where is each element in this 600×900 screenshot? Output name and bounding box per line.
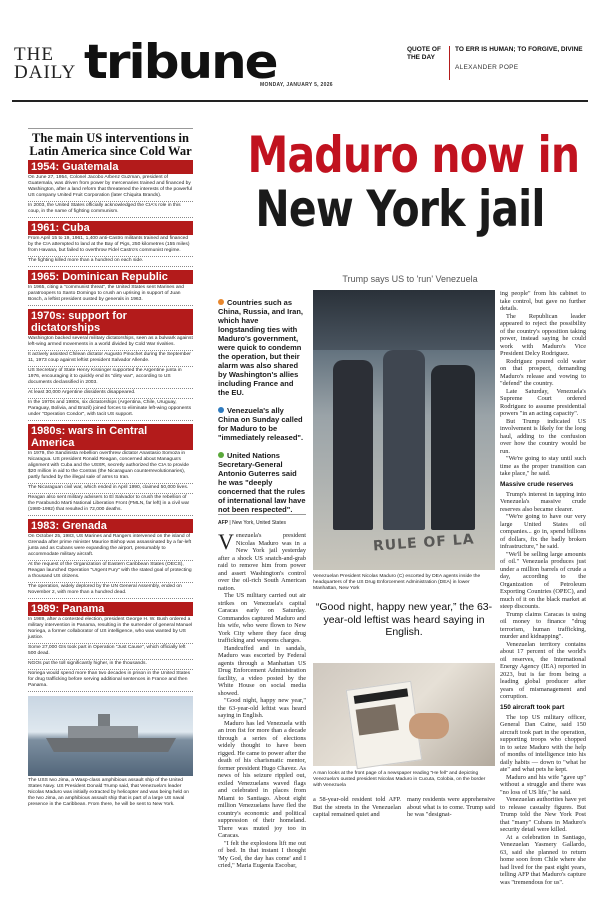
photo-wall-shape (313, 290, 495, 350)
era-paragraph: At least 30,000 Argentine dissidents disappeared. (28, 389, 193, 399)
quote-text: TO ERR IS HUMAN; TO FORGIVE, DIVINE (455, 46, 583, 53)
newspaper-reader-photo (313, 663, 495, 766)
era-paragraph: The operation, widely deplored by the UN General Assembly, ended on November 2, with more than a hundred dead. (28, 583, 193, 599)
article-paragraph: Handcuffed and in sandals, Maduro was escorted by Federal agents through a Manhattan US Drug Enforcement Administration facility, a video posted by the White House on social media showed. (218, 644, 306, 697)
era-heading: 1989: Panama (28, 602, 193, 616)
key-points (218, 298, 306, 523)
uss-iwo-jima-photo (28, 696, 193, 776)
key-point (218, 406, 306, 442)
agent-figure-left (333, 360, 373, 530)
main-photo-caption: Venezuelan President Nicolas Maduro (C) escorted by DEA agents inside the headquarters of the US Drug Enforcement Administration (DEA) in lower Manhattan, New York (313, 574, 481, 591)
article-paragraph: Rodriguez poured cold water on that prospect, demanding Maduro's release and vowing to "defend" the country. (500, 357, 586, 387)
article-column-2a (313, 796, 401, 886)
dateline-agency: AFP (218, 520, 228, 526)
article-paragraph: "We'll be selling large amounts of oil." Venezuela produces just under a million barrels of crude a day, according to the Organization of Petroleum Exporting Countries (OPEC), and much of it on the black market at steep discounts. (500, 550, 586, 610)
era-paragraph: In 1989, after a contested election, president George H. W. Bush ordered a military intervention in Panama, resulting in the surrender of general Manuel Noriega, a former collaborator of US intelligence, who was wanted by US justice. (28, 616, 193, 644)
era-paragraph: In 1979, the Sandinista rebellion overthrew dictator Anastasio Somoza in Nicaragua. US president Ronald Reagan, concerned about Managua's alignment with Cuba and the USSR, secretly authorized the CIA to provide $20 million in aid to the Contras (the Nicaraguan counterrevolutionaries), partly funded by the illegal sale of arms to Iran. (28, 450, 193, 484)
photo2-caption: A man looks at the front page of a newspaper reading "He fell" and depicting Venezuela's ousted president Nicolas Maduro in Cucuta, Colobia, on the border with Venezuela (313, 771, 486, 788)
article-paragraph: "I felt the explosions lift me out of bed. In that instant I thought 'My God, the day has come' and I cried," Maria Eugenia Escobar, (218, 839, 306, 869)
masthead-rule (12, 100, 588, 102)
article-paragraph (218, 529, 306, 592)
article-column-3 (500, 290, 586, 886)
era-paragraph: Reagan also sent military advisers to El Salvador to crush the rebellion of the Farabundo Marti National Liberation Front (FMLN, far left) in a civil war (1980-1992) that resulted in 72,000 deaths. (28, 494, 193, 516)
era-paragraph: Noriega would spend more than two decades in prison in the United States for drug trafficking before serving additional sentences in France and then Panama. (28, 670, 193, 692)
section-heading: 150 aircraft took part (500, 703, 565, 711)
masthead-title: tribune (84, 34, 277, 90)
masthead (12, 36, 592, 96)
era-heading: 1954: Guatemala (28, 160, 193, 174)
era-paragraph: The Nicaraguan civil war, which ended in April 1990, claimed 50,000 lives. (28, 484, 193, 494)
article-paragraph: Late Saturday, Venezuela's Supreme Court ordered Rodriguez to assume presidential powers "in an acting capacity". (500, 387, 586, 417)
ship-deck-shape (68, 726, 138, 739)
agent-figure-right (431, 365, 475, 530)
era-paragraph: It actively assisted Chilean dictator Augusto Pinochet during the September 11, 1973 coup against leftist president Salvador Allende. (28, 351, 193, 367)
era-heading: 1980s: wars in Central America (28, 424, 193, 450)
byline-rule (218, 514, 306, 515)
key-point-text: United Nations Secretary-General Antonio Guterres said he was "deeply concerned that the rules of international law have not been respected". (218, 451, 306, 514)
quote-of-the-day (407, 46, 599, 80)
maduro-figure (383, 350, 425, 530)
sidebar-title: The main US interventions in Latin America since Cold War (29, 131, 192, 158)
article-column-2b (407, 796, 495, 886)
dateline (218, 520, 286, 526)
issue-date: MONDAY, JANUARY 5, 2026 (260, 82, 333, 88)
era-paragraph: In 1965, citing a "communist threat", the United States sent Marines and paratroopers to Santo Domingo to crush an uprising in support of Juan Bosch, a leftist president ousted by generals in 1963. (28, 284, 193, 306)
article-paragraph: The US military carried out air strikes on Venezuela's capital Caracas early on Saturday. Commandos captured Maduro and his wife, who were flown to New York City where they face drug trafficking and weapons charges. (218, 592, 306, 644)
key-point (218, 451, 306, 514)
era-paragraph: In 2003, the United States officially acknowledged the CIA's role in this coup, in the name of fighting communism. (28, 202, 193, 218)
drop-cap: V (218, 529, 234, 554)
article-paragraph: a 58-year-old resident told AFP. But the streets in the Venezuelan capital remained quiet and (313, 796, 401, 818)
era-heading: 1965: Dominican Republic (28, 270, 193, 284)
masthead-the: THE (14, 44, 54, 65)
article-paragraph: Venezuelan authorities have yet to release casualty figures. But Trump told the New York Post that "many" Cubans in Maduro's security detail were killed. (500, 796, 586, 833)
era-paragraph: The fighting killed more than a hundred on each side. (28, 257, 193, 267)
quote-divider (449, 46, 450, 80)
era-paragraph: Washington backed several military dictatorships, seen as a bulwark against left-wing armed movements in a world divided by Cold War rivalries. (28, 335, 193, 351)
article-paragraph: The top US military officer, General Dan Caine, said 150 aircraft took part in the operation, supporting troops who chopped in to seize Maduro with the help of months of intelligence into his daily habits — down to "what he ate" and what pets he kept. (500, 713, 586, 773)
interventions-sidebar (28, 128, 193, 863)
article-paragraph: ing people" from his cabinet to take control, but gave no further details. (500, 290, 586, 312)
key-point-text: Venezuela's ally China on Sunday called for Maduro to be "immediately released". (218, 406, 304, 442)
article-paragraph: Venezuelan territory contains about 17 percent of the world's oil reserves, the International Energy Agency (IEA) reported in 2023, but is far from being a leading global producer after years of mismanagement and corruption. (500, 640, 586, 700)
masthead-daily: DAILY (14, 62, 77, 83)
quote-author: ALEXANDER POPE (455, 64, 519, 71)
main-headline (247, 126, 580, 238)
article-paragraph: many residents were apprehensive about what is to come. Trump said he was "designat- (407, 796, 495, 818)
article-paragraph: At a celebration in Santiago, Venezuelan Yasmery Gallardo, 63, said she planned to return home soon from Chile where she had lived for the past eight years, telling AFP that Maduro's capture was "tremendous for us". (500, 833, 586, 886)
subheadline: Trump says US to 'run' Venezuela (342, 274, 478, 284)
era-list (28, 160, 193, 692)
bullet-dot-icon (218, 299, 224, 305)
headline-line-2: New York jail (255, 180, 545, 238)
article-paragraph: "Good night, happy new year," the 63-year-old leftist was heard saying in English. (218, 697, 306, 719)
headline-line-1: Maduro now in (247, 126, 580, 184)
era-paragraph: NGOs put the toll significantly higher, in the thousands. (28, 660, 193, 670)
era-paragraph: On October 25, 1983, US Marines and Rangers intervened on the island of Grenada after prime minister Maurice Bishop was assassinated by a far-left junta and as Cubans were expanding the airport, presumably to accommodate military aircraft. (28, 533, 193, 561)
newspaper-masthead-shape (354, 688, 409, 703)
article-lead-text: enezuela's president Nicolas Maduro was in a New York jail yesterday after a shock US snatch-and-grab raid to remove him from power and assert Washington's control over the oil-rich South American nation. (218, 532, 306, 592)
article-paragraph: Trump's interest in tapping into Venezuela's massive crude reserves also became clearer. (500, 490, 586, 513)
section-heading: Massive crude reserves (500, 480, 574, 488)
era-paragraph: At the request of the Organization of Eastern Caribbean States (OECS), Reagan launched Operation "Urgent Fury" with the stated goal of protecting a thousand US citizens. (28, 561, 193, 583)
era-paragraph: From April 15 to 19, 1961, 1,400 anti-Castro militants trained and financed by the CIA attempted to land at the Bay of Pigs, 250 kilometres (155 miles) from Havana, but failed to overthrow Fidel Castro's communist regime. (28, 235, 193, 257)
era-paragraph: US Secretary of State Henry Kissinger supported the Argentine junta in 1976, encouraging it to quickly end its "dirty war", according to US documents declassified in 2003. (28, 367, 193, 389)
era-paragraph: On June 27, 1954, Colonel Jacobo Arbenz Guzman, president of Guatemala, was driven from power by mercenaries trained and financed by Washington, after a land reform that threatened the interests of the powerful US company United Fruit Corporation (later Chiquita Brands). (28, 174, 193, 202)
era-heading: 1970s: support for dictatorships (28, 309, 193, 335)
era-heading: 1983: Grenada (28, 519, 193, 533)
article-paragraph: The Republican leader appeared to reject the possibility of the country's opposition taking power, instead saying he could work with Maduro's Vice President Delcy Rodriguez. (500, 312, 586, 357)
maduro-escort-photo (313, 290, 495, 570)
article-column-1 (218, 529, 306, 882)
article-paragraph: Maduro and his wife "gave up" without a struggle and there was "no loss of US life," he said. (500, 773, 586, 796)
ship-hull-shape (46, 738, 176, 752)
article-paragraph: Maduro has led Venezuela with an iron fist for more than a decade through a series of elections widely thought to have been rigged. He came to power after the death of his charismatic mentor, former president Hugo Chavez. As news of his seizure rippled out, exiled Venezuelans waved flags and celebrated in places from Miami to Santiago. About eight million Venezuelans have fled the country's economic and political suppression of their homeland. There was muted joy too in Caracas. (218, 719, 306, 839)
key-point (218, 298, 306, 397)
bullet-dot-icon (218, 452, 224, 458)
era-heading: 1961: Cuba (28, 221, 193, 235)
article-paragraph: But Trump indicated US involvement is likely for the long haul, adding to the confusion over how the country would be run. (500, 417, 586, 455)
sidebar-photo-caption: The USS Iwo Jima, a Wasp-class amphibious assault ship of the United States Navy. US President Donald Trump said, that Venezuela's leader Nicolas Maduro was initially extracted by helicopter and was being held on the Iwo Jima, an amphibious assault ship that is part of a large US naval presence in the Caribbean. From there, he will be sent to New York. (28, 778, 189, 807)
quote-label: QUOTE OF THE DAY (407, 46, 441, 61)
newspaper-photo-shape (356, 704, 399, 735)
era-paragraph: Some 27,000 GIs took part in Operation "Just Cause", which officially left 500 dead. (28, 644, 193, 660)
pull-quote: “Good night, happy new year,” the 63-year-old leftist was heard saying in English. (315, 601, 493, 638)
article-paragraph: Trump claims Caracas is using oil money to finance "drug terrorism, human trafficking, murder and kidnapping". (500, 610, 586, 640)
article-paragraph: "We're going to stay until such time as the proper transition can take place," he said. (500, 455, 586, 477)
key-point-text: Countries such as China, Russia, and Iran, which have longstanding ties with Maduro's government, were quick to condemn the operation, but their alarm was also shared by Washington's allies including France and the EU. (218, 298, 304, 397)
dateline-place: | New York, United States (228, 520, 286, 526)
hand-shape (409, 713, 449, 739)
bullet-dot-icon (218, 407, 224, 413)
article-paragraph: "We're going to have our very large United States oil companies... go in, spend billions of dollars, fix the badly broken infrastructure," he said. (500, 513, 586, 550)
era-paragraph: In the 1970s and 1980s, six dictatorships (Argentina, Chile, Uruguay, Paraguay, Bolivia, and Brazil) joined forces to eliminate left-wing opponents under "Operation Condor", with tacit US support. (28, 399, 193, 421)
floor-lettering: RULE OF LA (372, 531, 476, 555)
